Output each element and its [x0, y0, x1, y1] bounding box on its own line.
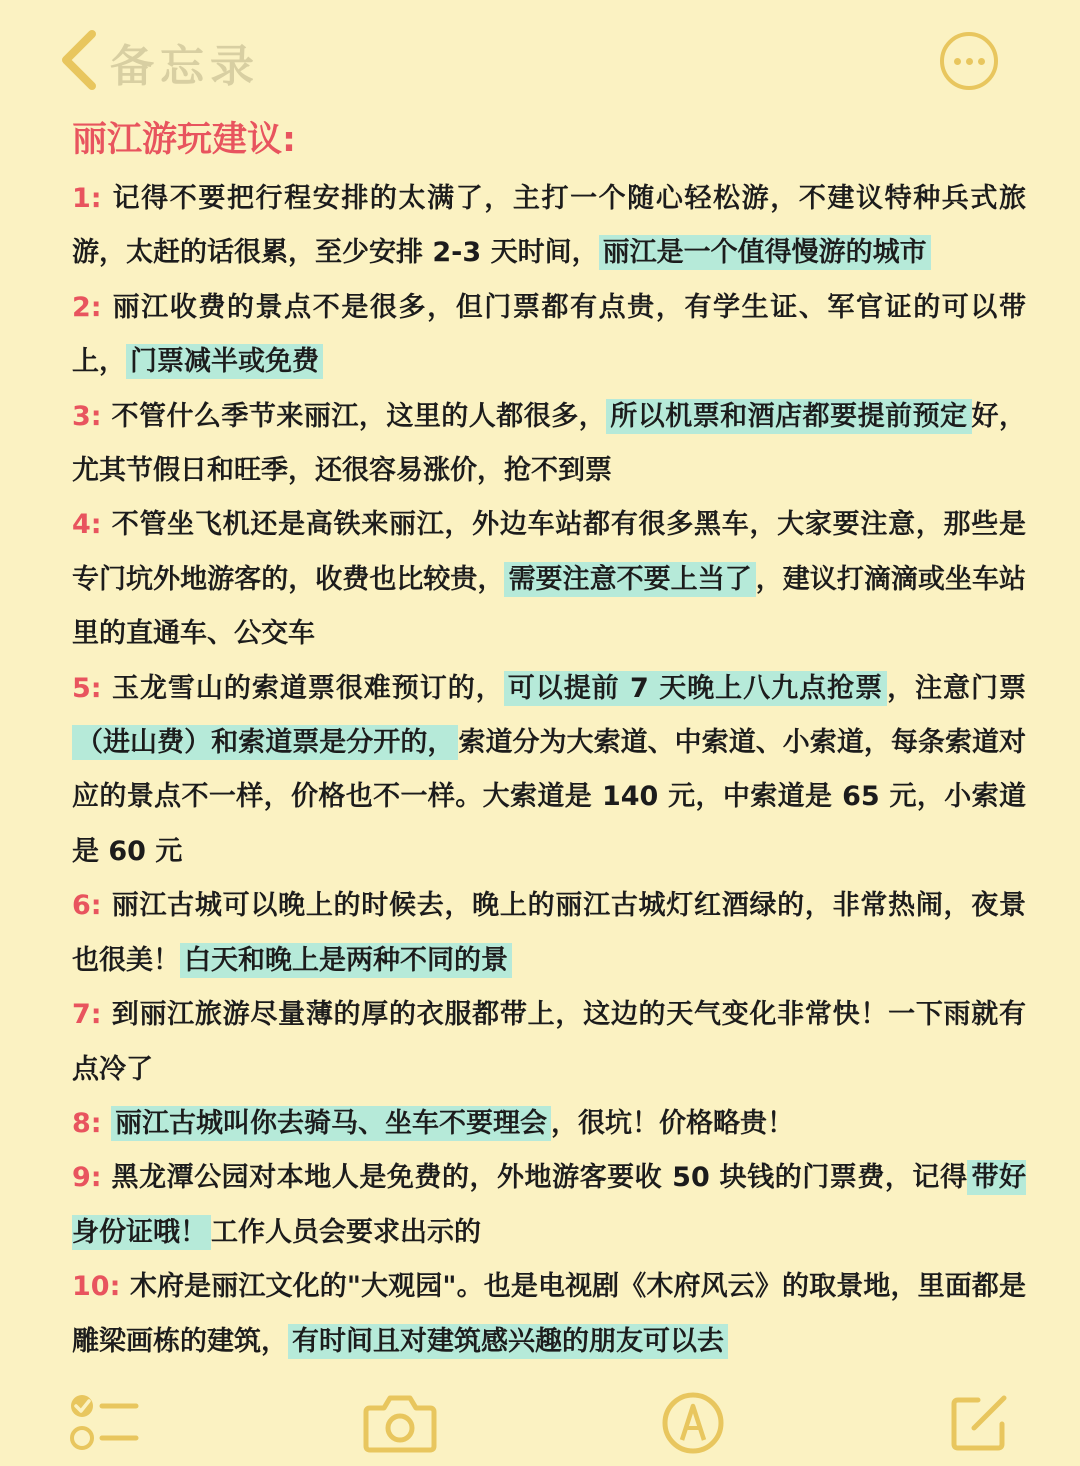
note-item [72, 1097, 1026, 1151]
highlighted-text: 需要注意不要上当了 [504, 562, 755, 597]
item-text: 丽江古城可以晚上的时候去，晚上的丽江古城灯红酒绿的，非常热闹，夜景也很美！ [72, 890, 1027, 976]
note-item [72, 498, 1026, 661]
highlighted-text: 可以提前 7 天晚上八九点抢票 [504, 671, 887, 706]
item-text: 丽江收费的景点不是很多，但门票都有点贵，有学生证、军官证的可以带上， [72, 291, 1026, 378]
note-item [72, 1151, 1026, 1260]
item-text: 记得不要把行程安排的太满了，主打一个随心轻松游，不建议特种兵式旅游，太赶的话很累，至少安排 2-3 天时间， [72, 183, 1026, 269]
item-text: ，注意门票 [887, 672, 1027, 704]
item-text: 到丽江旅游尽量薄的厚的衣服都带上，这边的天气变化非常快！一下雨就有点冷了 [72, 999, 1027, 1085]
note-title: 丽江游玩建议: [72, 120, 296, 160]
item-text: 玉龙雪山的索道票很难预订的， [111, 672, 504, 704]
item-number: 10: [72, 1271, 130, 1303]
item-number: 1: [72, 183, 113, 214]
note-item [72, 662, 1026, 880]
item-text: 好，尤其节假日和旺季，还很容易涨价，抢不到票 [72, 400, 1027, 487]
camera-icon[interactable] [362, 1390, 438, 1456]
highlighted-text: 丽江古城叫你去骑马、坐车不要理会 [111, 1106, 551, 1141]
note-item [72, 988, 1026, 1097]
item-text: 不管坐飞机还是高铁来丽江，外边车站都有很多黑车，大家要注意，那些是专门坑外地游客的，收费也比较贵， [72, 509, 1027, 595]
item-number: 9: [72, 1162, 112, 1194]
item-text: 索道分为大索道、中索道、小索道，每条索道对应的景点不一样，价格也不一样。大索道是 140 元，中索道是 65 元，小索道是 60 元 [72, 727, 1027, 867]
highlighted-text: 门票减半或免费 [126, 344, 323, 379]
highlighted-text: （进山费）和索道票是分开的， [72, 725, 458, 760]
item-number: 5: [72, 672, 112, 704]
highlighted-text: 白天和晚上是两种不同的景 [180, 943, 512, 978]
chevron-left-icon[interactable] [56, 28, 104, 92]
item-number: 3: [72, 400, 112, 432]
note-item [72, 172, 1026, 281]
back-label[interactable]: 备忘录 [110, 41, 260, 92]
item-number: 6: [72, 890, 112, 922]
note-item [72, 390, 1026, 499]
pen-tip-icon[interactable] [660, 1390, 726, 1456]
item-number: 4: [72, 509, 112, 541]
checklist-icon[interactable] [68, 1390, 140, 1456]
note-item [72, 1260, 1026, 1369]
note-item [72, 879, 1026, 988]
item-text: 不管什么季节来丽江，这里的人都很多， [111, 400, 607, 432]
item-text: 黑龙潭公园对本地人是免费的，外地游客要收 50 块钱的门票费，记得 [111, 1162, 968, 1194]
highlighted-text: 所以机票和酒店都要提前预定 [606, 399, 971, 434]
ellipsis-circle-icon[interactable] [940, 32, 998, 90]
item-text: 木府是丽江文化的"大观园"。也是电视剧《木府风云》的取景地，里面都是雕梁画栋的建筑， [72, 1271, 1026, 1357]
navigation-bar [0, 0, 1080, 110]
item-text: ，很坑！价格略贵！ [550, 1107, 794, 1139]
item-text: 工作人员会要求出示的 [211, 1216, 481, 1248]
bottom-toolbar [0, 1380, 1080, 1466]
highlighted-text: 带好身份证哦！ [72, 1162, 1027, 1248]
item-text: ，建议打滴滴或坐车站里的直通车、公交车 [72, 563, 1027, 650]
item-number: 7: [72, 999, 112, 1031]
highlighted-text: 有时间且对建筑感兴趣的朋友可以去 [288, 1324, 728, 1359]
compose-icon[interactable] [948, 1390, 1012, 1454]
item-number: 2: [72, 291, 113, 323]
note-item [72, 281, 1026, 390]
note-body[interactable] [72, 172, 1026, 1369]
item-number: 8: [72, 1107, 111, 1139]
highlighted-text: 丽江是一个值得慢游的城市 [599, 235, 931, 270]
